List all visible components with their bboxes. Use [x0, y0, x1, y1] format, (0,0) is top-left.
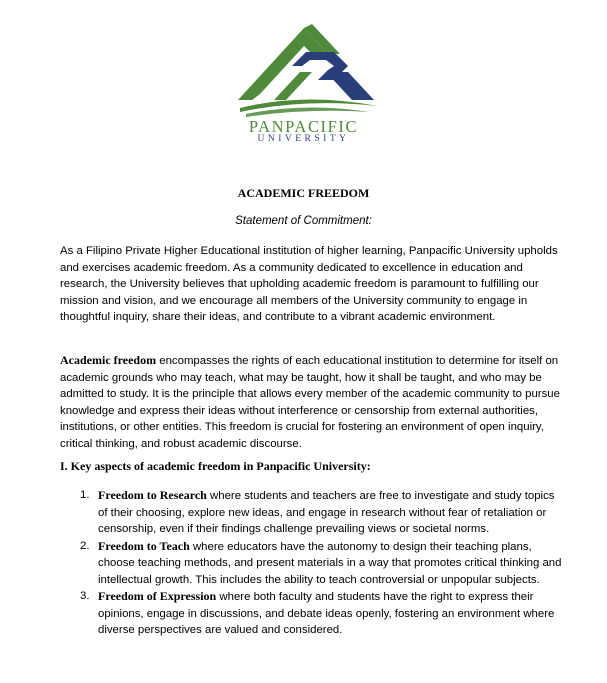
list-item-number: 1.	[80, 489, 90, 501]
brand-name: PANPACIFIC	[248, 117, 359, 136]
list-item	[60, 588, 565, 639]
list-item-text: where both faculty and students have the right to express their opinions, engage in discussions, and debate ideas openly, fostering an environment where diverse perspectives are valued and considered.	[98, 591, 555, 636]
brand-subtitle: UNIVERSITY	[257, 134, 350, 144]
definition-lead: Academic freedom	[60, 353, 157, 367]
definition-text: encompasses the rights of each educational institution to determine for itself on academic grounds who may teach, what may be taught, how it shall be taught, and who may be admitted to study. It is the principle that allows every member of the academic community to pursue knowledge and express their ideas without interference or censorship from external authorities, institutions, or other entities. This freedom is crucial for fostering an environment of open inquiry, critical thinking, and robust academic discourse.	[60, 355, 560, 450]
list-item-text: where students and teachers are free to investigate and study topics of their choosing, explore new ideas, and engage in research without fear of retaliation or censorship, even if their findings challenge prevailing views or societal norms.	[98, 490, 555, 535]
list-item-number: 2.	[80, 539, 90, 552]
list-item-number: 3.	[80, 590, 90, 602]
list-item-term: Freedom to Research	[98, 488, 207, 502]
list-item	[60, 487, 565, 538]
document-title: ACADEMIC FREEDOM	[237, 186, 370, 200]
list-item-term: Freedom to Teach	[98, 538, 190, 553]
aspects-list	[60, 487, 565, 639]
list-item-term: Freedom of Expression	[98, 589, 217, 603]
definition-paragraph	[60, 352, 565, 452]
document-subtitle: Statement of Commitment:	[235, 215, 372, 227]
intro-paragraph: As a Filipino Private Higher Educational institution of higher learning, Panpacific University upholds and exercises academic freedom. As a community dedicated to excellence in education and research, the University believes that upholding academic freedom is paramount to fulfilling our mission and vision, and we encourage all members of the University community to engage in thoughtful inquiry, share their ideas, and contribute to a vibrant academic environment.	[60, 245, 558, 323]
section-heading: I. Key aspects of academic freedom in Panpacific University:	[60, 459, 371, 473]
panpacific-university-logo-icon	[230, 22, 380, 122]
university-logo	[0, 0, 607, 160]
list-item	[60, 538, 565, 589]
list-item-text: where educators have the autonomy to design their teaching plans, choose teaching methods, and present materials in a way that promotes critical thinking and intellectual growth. This includes the ability to teach controversial or unpopular subjects.	[98, 540, 562, 586]
